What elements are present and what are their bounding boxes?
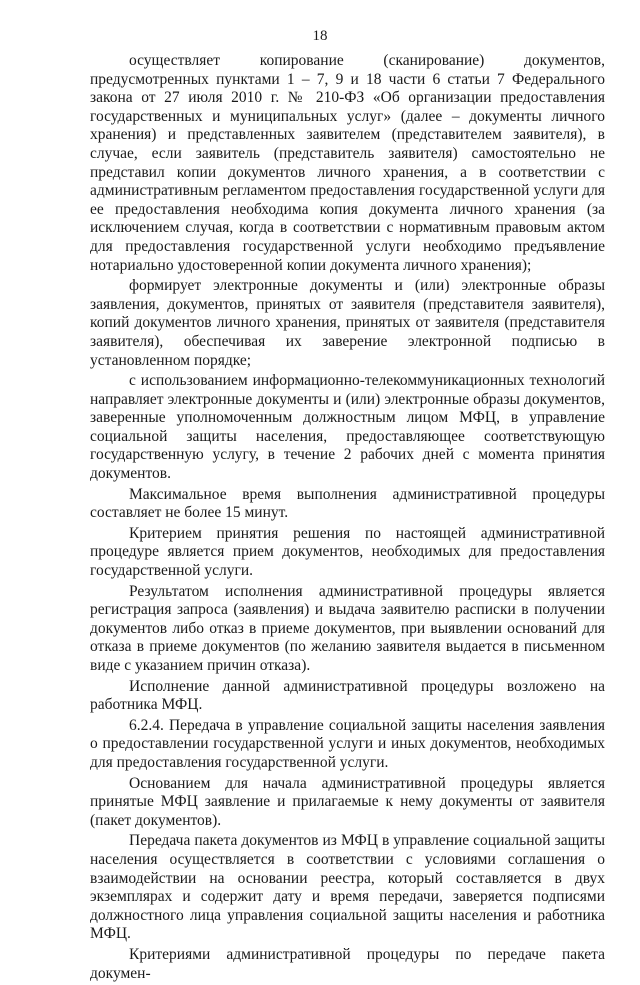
section-heading: 6.2.4. Передача в управление социальной защиты населения заявления о предоставлении государственной услуги и иных документов, необходимых для предоставления государственной услуги. bbox=[90, 716, 605, 771]
paragraph: с использованием информационно-телекоммуникационных технологий направляет электронные документы и (или) электронные образы документов, заверенные уполномоченным должностным лицом МФЦ, в управление социальной защиты населения, предоставляющее соответствующую государственную услугу, в течение 2 рабочих дней с момента принятия документов. bbox=[90, 372, 605, 483]
paragraph: Основанием для начала административной процедуры является принятые МФЦ заявление и прилагаемые к нему документы от заявителя (пакет документов). bbox=[90, 774, 605, 829]
paragraph: Передача пакета документов из МФЦ в управление социальной защиты населения осуществляется в соответствии с условиями соглашения о взаимодействии на основании реестра, который составляется в двух экземплярах и содержит дату и время передачи, заверяется подписями должностного лица управления социальной защиты населения и работника МФЦ. bbox=[90, 832, 605, 943]
paragraph: осуществляет копирование (сканирование) документов, предусмотренных пунктами 1 – 7, 9 и 18 части 6 статьи 7 Федерального закона от 27 июля 2010 г. № 210-ФЗ «Об организации предоставления государственных и муниципальных услуг» (далее – документы личного хранения) и представленных заявителем (представителем заявителя), в случае, если заявитель (представитель заявителя) самостоятельно не представил копии документов личного хранения, а в соответствии с административным регламентом предоставления государственной услуги для ее предоставления необходима копия документа личного хранения (за исключением случая, когда в соответствии с нормативным правовым актом для предоставления государственной услуги необходимо предъявление нотариально удостоверенной копии документа личного хранения); bbox=[90, 52, 605, 274]
page-number: 18 bbox=[312, 28, 328, 44]
paragraph: Максимальное время выполнения административной процедуры составляет не более 15 минут. bbox=[90, 485, 605, 522]
paragraph: формирует электронные документы и (или) электронные образы заявления, документов, принятых от заявителя (представителя заявителя), копий документов личного хранения, принятых от заявителя (представителя заявителя), обеспечивая их заверение электронной подписью в установленном порядке; bbox=[90, 277, 605, 369]
paragraph: Результатом исполнения административной процедуры является регистрация запроса (заявления) и выдача заявителю расписки в получении документов либо отказ в приеме документов, при выявлении оснований для отказа в приеме документов (по желанию заявителя выдается в письменном виде с указанием причин отказа). bbox=[90, 582, 605, 674]
paragraph: Исполнение данной административной процедуры возложено на работника МФЦ. bbox=[90, 677, 605, 714]
document-body bbox=[90, 52, 605, 985]
paragraph: Критерием принятия решения по настоящей административной процедуре является прием документов, необходимых для предоставления государственной услуги. bbox=[90, 524, 605, 580]
paragraph: Критериями административной процедуры по передаче пакета докумен- bbox=[90, 945, 605, 982]
